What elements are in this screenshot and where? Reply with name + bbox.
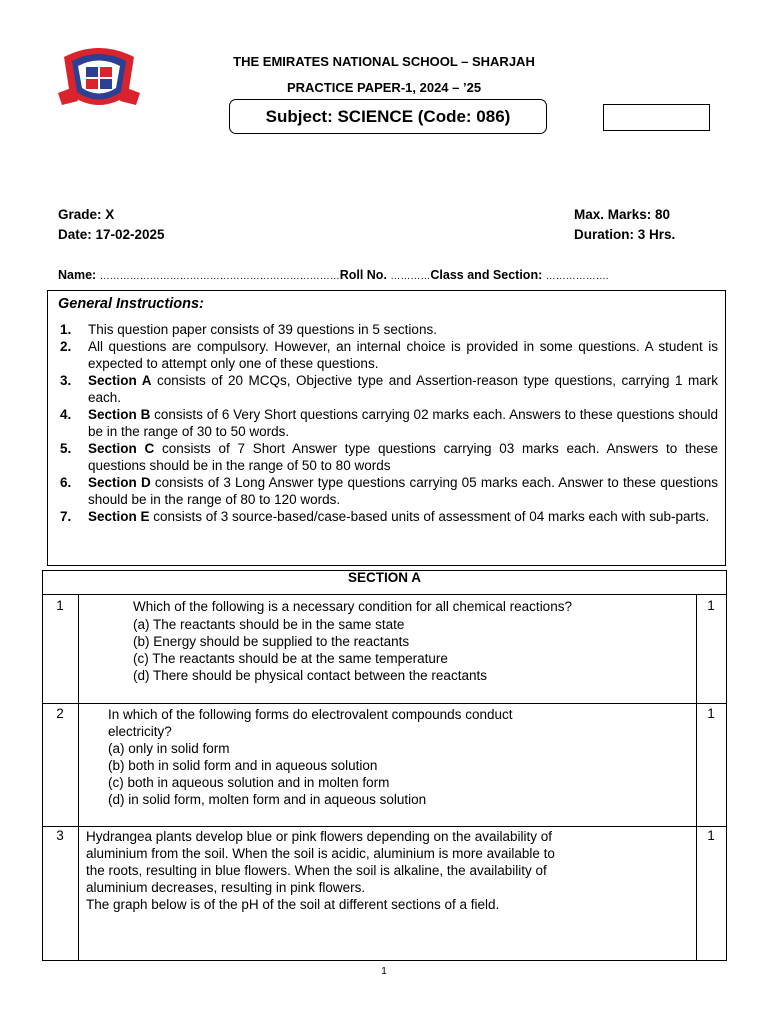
- instruction-item: [60, 406, 718, 440]
- question-number: 2: [56, 706, 64, 721]
- instruction-item: [60, 338, 718, 372]
- table-divider: [78, 594, 79, 961]
- instruction-body: consists of 3 source-based/case-based units of assessment of 04 marks each with sub-parts.: [149, 509, 710, 524]
- instruction-section-name: Section A: [88, 373, 152, 388]
- option-c: (c) The reactants should be at the same temperature: [133, 651, 448, 666]
- instruction-body: All questions are compulsory. However, an internal choice is provided in some questions. A student is expected to attempt only one of these questions.: [88, 339, 718, 371]
- table-divider: [696, 594, 697, 961]
- instruction-number: 6.: [60, 475, 72, 490]
- page-number: 1: [381, 966, 387, 977]
- question-text: electricity?: [108, 724, 172, 739]
- name-dots: ………………………………………………………………: [99, 271, 340, 282]
- subject-box: [229, 99, 547, 134]
- max-marks: Max. Marks: 80: [574, 207, 671, 222]
- option-b: (b) Energy should be supplied to the reactants: [133, 634, 410, 649]
- question-text: The graph below is of the pH of the soil at different sections of a field.: [86, 897, 500, 912]
- instruction-number: 2.: [60, 339, 72, 354]
- question-text: the roots, resulting in blue flowers. When the soil is alkaline, the availability of: [86, 863, 547, 878]
- roll-label: Roll No.: [339, 268, 387, 282]
- question-text: In which of the following forms do electrovalent compounds conduct: [108, 707, 513, 722]
- question-3: [86, 828, 555, 913]
- table-divider: [42, 594, 727, 595]
- table-divider: [42, 703, 727, 704]
- question-number: 3: [56, 828, 64, 843]
- instructions-heading: General Instructions:: [58, 296, 204, 312]
- question-marks: 1: [707, 706, 715, 721]
- question-marks: 1: [707, 828, 715, 843]
- instruction-text: [88, 338, 718, 372]
- question-number: 1: [56, 598, 64, 613]
- option-a: (a) The reactants should be in the same state: [133, 617, 405, 632]
- instruction-body: This question paper consists of 39 questions in 5 sections.: [88, 322, 437, 337]
- section-a-title: SECTION A: [347, 570, 421, 585]
- question-marks: 1: [707, 598, 715, 613]
- instruction-item: [60, 372, 718, 406]
- instruction-number: 3.: [60, 373, 72, 388]
- instruction-text: [88, 508, 718, 525]
- question-text: aluminium decreases, resulting in pink flowers.: [86, 880, 366, 895]
- option-d: (d) There should be physical contact between the reactants: [133, 668, 487, 683]
- question-2: [108, 706, 512, 808]
- student-fields: [58, 268, 609, 282]
- instructions-list: [60, 321, 718, 525]
- paper-title: PRACTICE PAPER-1, 2024 – ’25: [286, 80, 482, 95]
- instruction-item: [60, 474, 718, 508]
- instruction-body: consists of 20 MCQs, Objective type and Assertion-reason type questions, carrying 1 mark each.: [88, 373, 718, 405]
- instruction-body: consists of 6 Very Short questions carrying 02 marks each. Answers to these questions should be in the range of 30 to 50 words.: [88, 407, 719, 439]
- blank-code-box: [603, 104, 710, 131]
- instruction-number: 4.: [60, 407, 72, 422]
- instruction-section-name: Section B: [88, 407, 151, 422]
- instruction-item: [60, 440, 718, 474]
- instruction-section-name: Section C: [88, 441, 155, 456]
- instruction-number: 7.: [60, 509, 72, 524]
- instruction-item: [60, 508, 718, 525]
- instruction-text: [88, 406, 718, 440]
- instruction-body: consists of 7 Short Answer type questions carrying 03 marks each. Answers to these questions should be in the range of 50 to 80 words: [88, 441, 718, 473]
- school-name: THE EMIRATES NATIONAL SCHOOL – SHARJAH: [233, 54, 535, 69]
- instruction-text: [88, 372, 718, 406]
- duration: Duration: 3 Hrs.: [574, 227, 676, 242]
- class-dots: ……………….: [545, 271, 609, 282]
- instruction-item: [60, 321, 718, 338]
- question-text: Hydrangea plants develop blue or pink flowers depending on the availability of: [86, 829, 553, 844]
- name-label: Name:: [58, 268, 97, 282]
- instruction-section-name: Section D: [88, 475, 151, 490]
- option-d: (d) in solid form, molten form and in aqueous solution: [108, 792, 427, 807]
- instruction-number: 1.: [60, 322, 72, 337]
- table-divider: [42, 826, 727, 827]
- question-text: Which of the following is a necessary condition for all chemical reactions?: [133, 599, 572, 614]
- instruction-text: [88, 321, 718, 338]
- instruction-number: 5.: [60, 441, 72, 456]
- instruction-text: [88, 440, 718, 474]
- instruction-body: consists of 3 Long Answer type questions carrying 05 marks each. Answer to these questions should be in the range of 80 to 120 words.: [88, 475, 718, 507]
- question-text: aluminium from the soil. When the soil is acidic, aluminium is more available to: [86, 846, 555, 861]
- roll-dots: …………: [390, 271, 431, 282]
- class-label: Class and Section:: [430, 268, 543, 282]
- subject-label: Subject: SCIENCE (Code: 086): [265, 106, 511, 126]
- question-1: [133, 598, 572, 684]
- option-a: (a) only in solid form: [108, 741, 230, 756]
- instruction-section-name: Section E: [88, 509, 150, 524]
- exam-date: Date: 17-02-2025: [58, 227, 165, 242]
- grade: Grade: X: [58, 207, 115, 222]
- option-c: (c) both in aqueous solution and in molten form: [108, 775, 390, 790]
- instruction-text: [88, 474, 718, 508]
- option-b: (b) both in solid form and in aqueous solution: [108, 758, 378, 773]
